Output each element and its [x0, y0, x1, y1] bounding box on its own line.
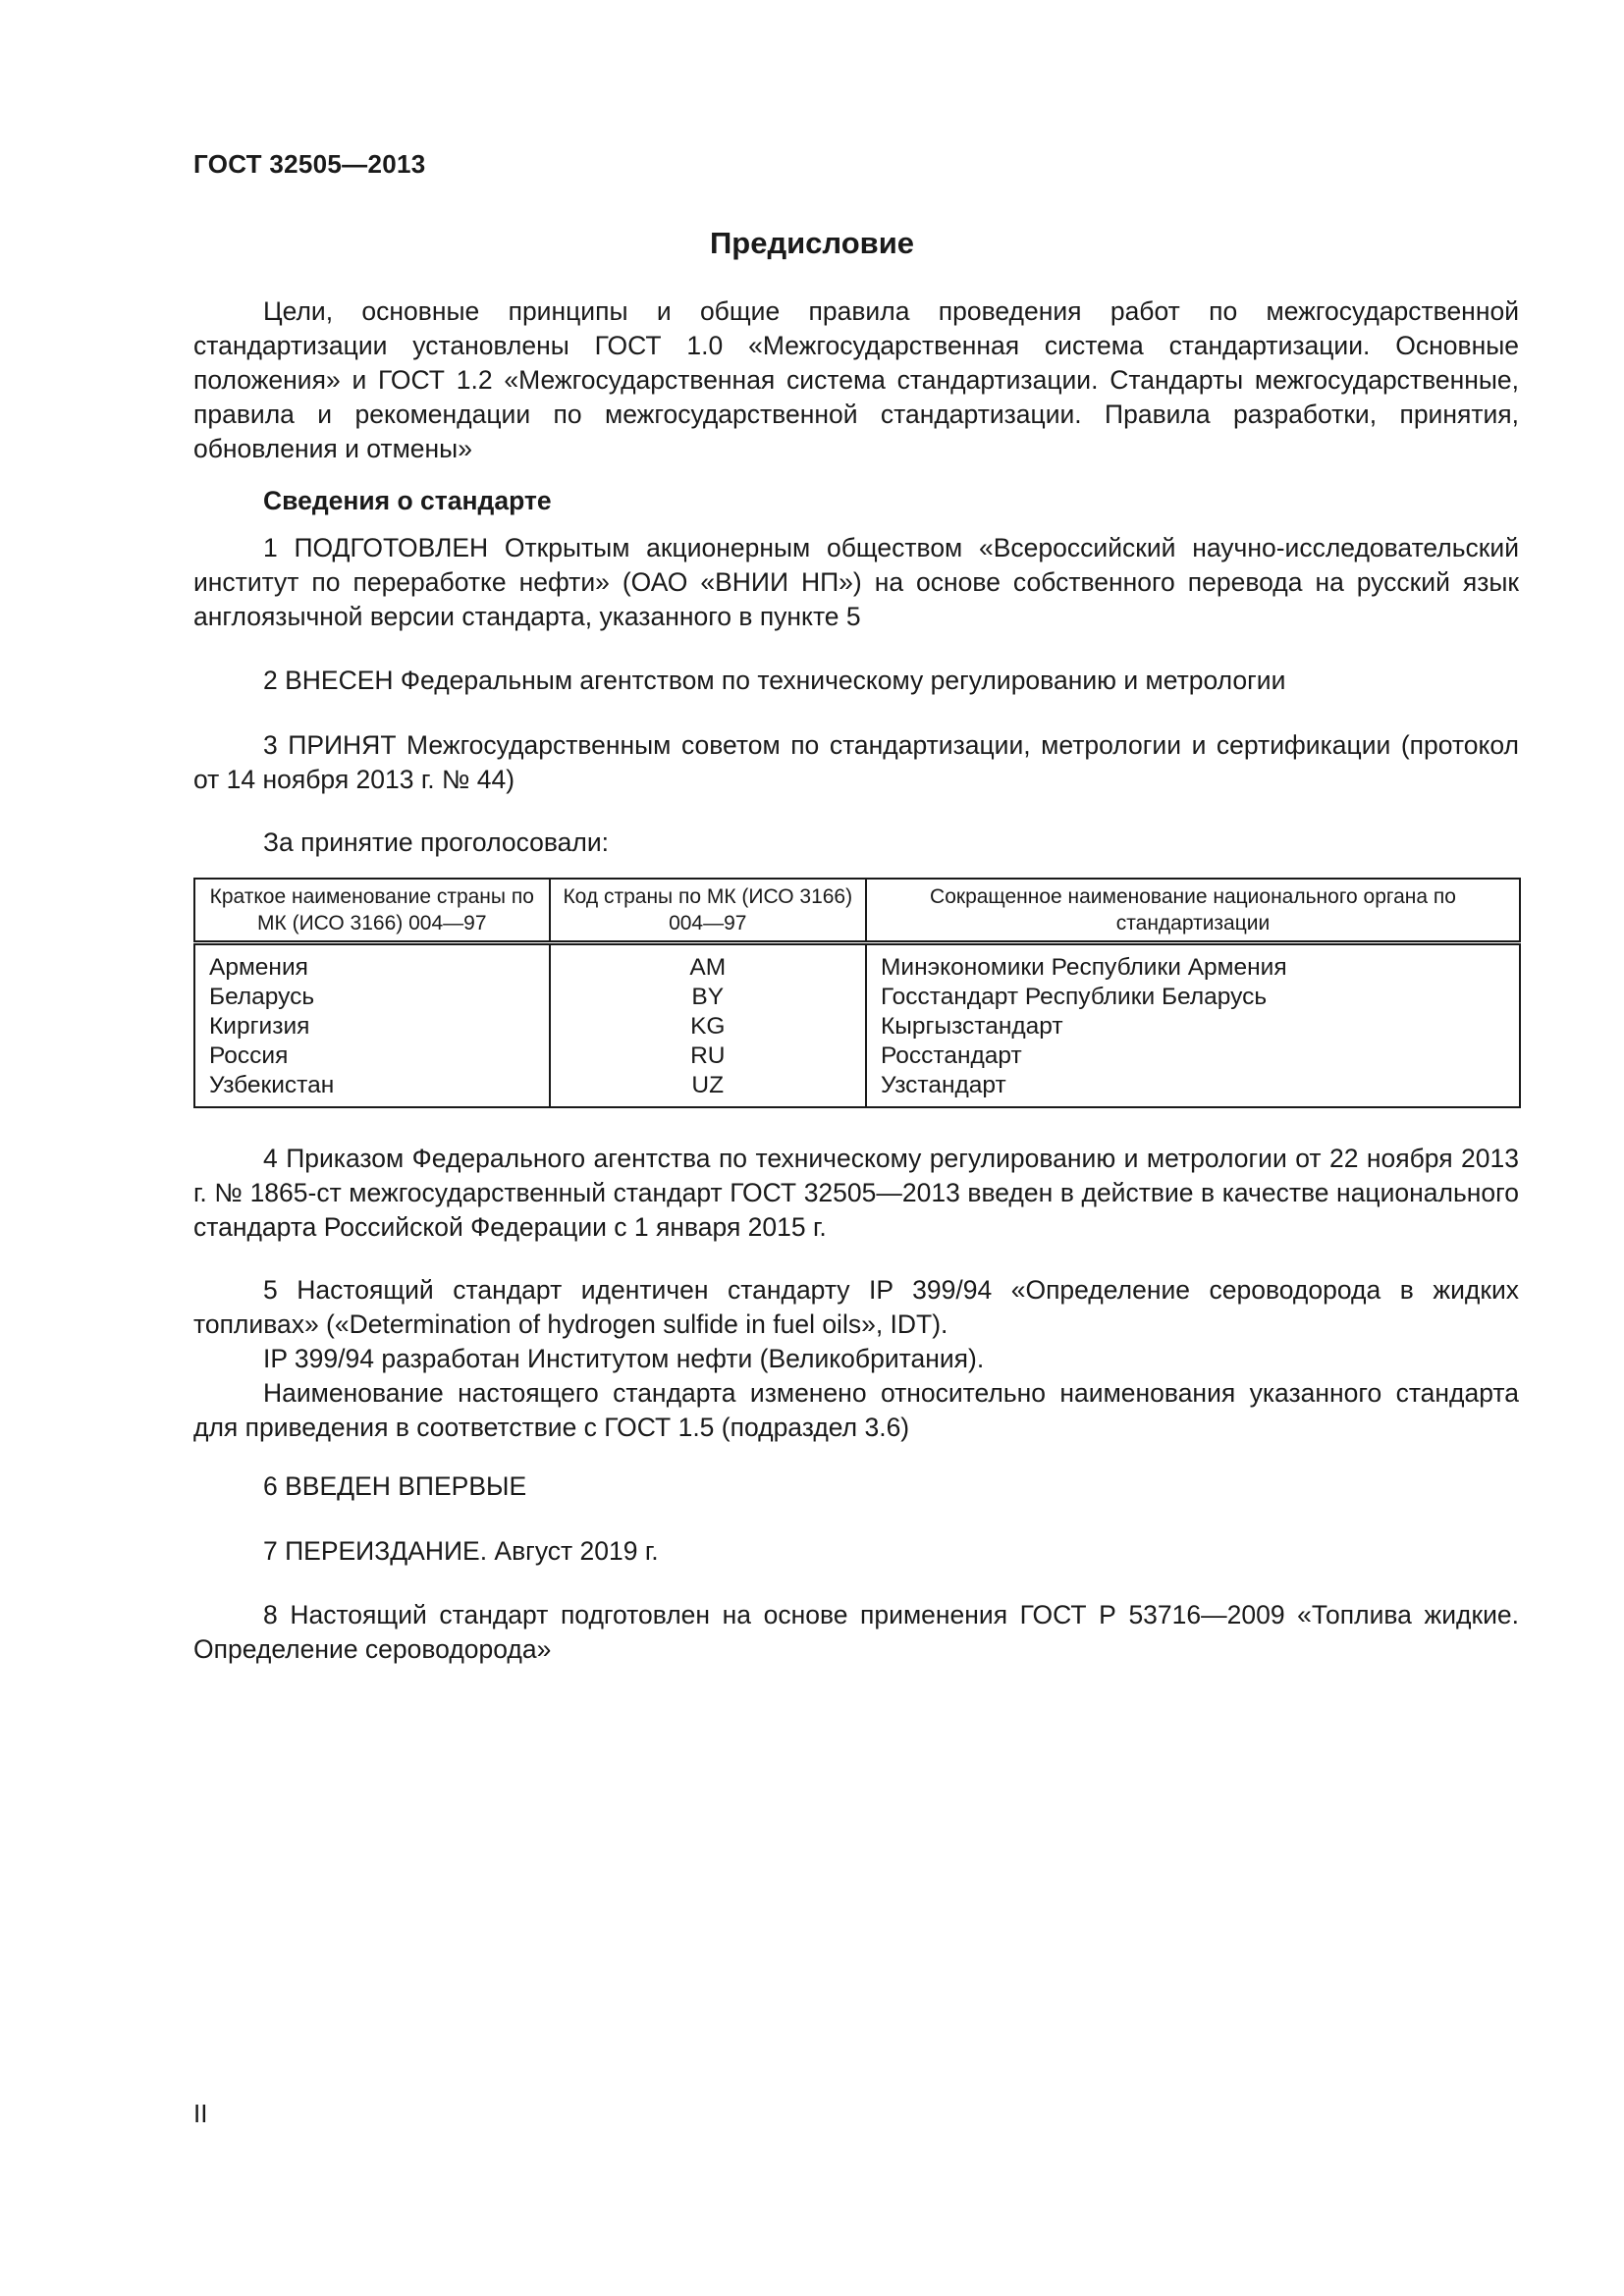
item-3-paragraph: 3 ПРИНЯТ Межгосударственным советом по стандартизации, метрологии и сертификации (протокол от 14 ноября 2013 г. № 44) [193, 730, 1519, 794]
cell-body: Минэкономики Республики Армения [866, 943, 1520, 984]
item-1-paragraph: 1 ПОДГОТОВЛЕН Открытым акционерным обществом «Всероссийский научно-исследовательский институт по переработке нефти» (ОАО «ВНИИ НП») на основе собственного перевода на русский язык англоязычной версии стандарта, указанного в пункте 5 [193, 533, 1519, 631]
item-4-paragraph: 4 Приказом Федерального агентства по техническому регулированию и метрологии от 22 ноября 2013 г. № 1865-ст межгосударственный стандарт ГОСТ 32505—2013 введен в действие в качестве национального стандарта Российской Федерации с 1 января 2015 г. [193, 1144, 1519, 1242]
header-country: Краткое наименование страны по МК (ИСО 3166) 004—97 [194, 879, 550, 943]
table-row [194, 983, 1520, 1012]
voted-label: За принятие проголосовали: [263, 828, 610, 857]
table-row [194, 1071, 1520, 1107]
cell-code: BY [550, 983, 866, 1012]
page-title: Предисловие [709, 226, 914, 260]
cell-body: Госстандарт Республики Беларусь [866, 983, 1520, 1012]
cell-country: Узбекистан [194, 1071, 550, 1107]
voting-table [193, 878, 1521, 1108]
cell-body: Кыргызстандарт [866, 1012, 1520, 1041]
standard-info-subheading: Сведения о стандарте [263, 486, 552, 515]
item-5-origin: IP 399/94 разработан Институтом нефти (Великобритания). [263, 1344, 985, 1373]
item-2-paragraph: 2 ВНЕСЕН Федеральным агентством по техническому регулированию и метрологии [263, 666, 1286, 695]
item-6-paragraph: 6 ВВЕДЕН ВПЕРВЫЕ [263, 1471, 527, 1501]
item-8-paragraph: 8 Настоящий стандарт подготовлен на основе применения ГОСТ Р 53716—2009 «Топлива жидкие. Определение сероводорода» [193, 1600, 1519, 1664]
document-code: ГОСТ 32505—2013 [193, 149, 426, 179]
cell-body: Росстандарт [866, 1041, 1520, 1071]
table-header-row [194, 879, 1520, 943]
header-body: Сокращенное наименование национального органа по стандартизации [866, 879, 1520, 943]
item-5-paragraph: 5 Настоящий стандарт идентичен стандарту IP 399/94 «Определение сероводорода в жидких топливах» («Determination of hydrogen sulfide in fuel oils», IDT). [193, 1275, 1519, 1339]
cell-country: Армения [194, 943, 550, 984]
cell-country: Беларусь [194, 983, 550, 1012]
header-code: Код страны по МК (ИСО 3166) 004—97 [550, 879, 866, 943]
table-row [194, 1041, 1520, 1071]
cell-code: RU [550, 1041, 866, 1071]
table-row [194, 943, 1520, 984]
table-row [194, 1012, 1520, 1041]
cell-code: KG [550, 1012, 866, 1041]
intro-paragraph: Цели, основные принципы и общие правила проведения работ по межгосударственной стандартизации установлены ГОСТ 1.0 «Межгосударственная система стандартизации. Основные положения» и ГОСТ 1.2 «Межгосударственная система стандартизации. Стандарты межгосударственные, правила и рекомендации по межгосударственной стандартизации. Правила разработки, принятия, обновления и отмены» [193, 296, 1519, 463]
cell-country: Россия [194, 1041, 550, 1071]
cell-code: AM [550, 943, 866, 984]
page-number: II [193, 2099, 208, 2128]
item-5-name-note: Наименование настоящего стандарта изменено относительно наименования указанного стандарта для приведения в соответствие с ГОСТ 1.5 (подраздел 3.6) [193, 1378, 1519, 1442]
cell-country: Киргизия [194, 1012, 550, 1041]
item-7-paragraph: 7 ПЕРЕИЗДАНИЕ. Август 2019 г. [263, 1536, 659, 1566]
item-5-block [193, 1273, 1519, 1445]
cell-body: Узстандарт [866, 1071, 1520, 1107]
cell-code: UZ [550, 1071, 866, 1107]
